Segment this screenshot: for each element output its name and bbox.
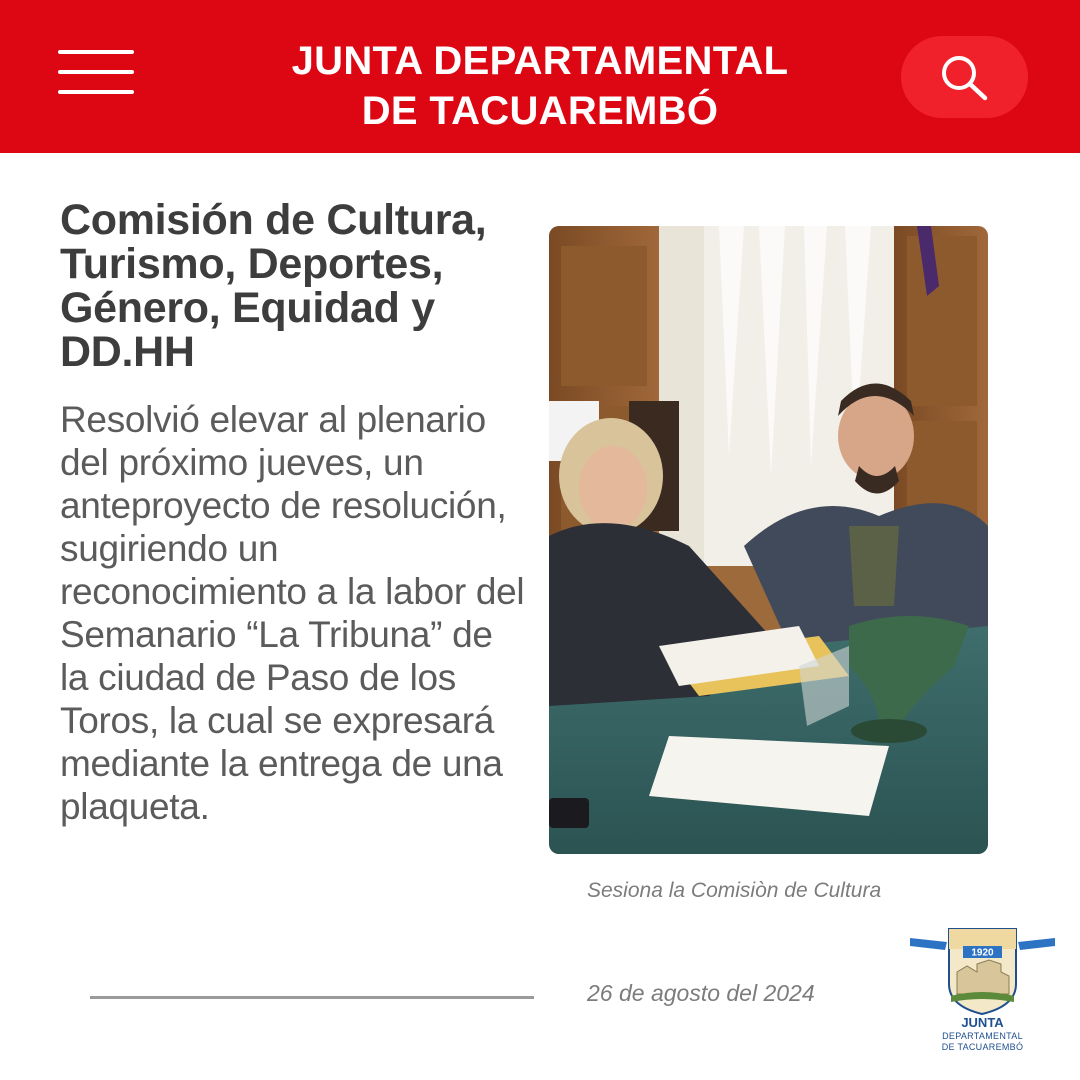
photo-caption: Sesiona la Comisiòn de Cultura [587, 879, 882, 902]
search-button[interactable] [901, 36, 1028, 118]
hamburger-menu-icon[interactable] [58, 48, 136, 98]
logo-name-line2 [905, 1031, 1060, 1053]
junta-logo [905, 924, 1060, 1060]
article-title: Comisión de Cultura, Turismo, Deportes, Género, Equidad y DD.HH [60, 196, 487, 376]
article-body: Resolvió elevar al plenario del próximo jueves, un anteproyecto de resolución, sugiriendo un reconocimiento a la labor del Semanario “La Tribuna” de la ciudad de Paso de los Toros, la cual se expresará mediante la entrega de una plaqueta. [60, 399, 525, 827]
top-header-bar [0, 0, 1080, 153]
search-icon [938, 52, 990, 102]
site-title [220, 36, 860, 136]
divider-line [90, 996, 534, 999]
logo-name-line1: JUNTA [961, 1015, 1004, 1030]
logo-name-departamental: DEPARTAMENTAL [942, 1031, 1023, 1041]
publish-date: 26 de agosto del 2024 [587, 980, 815, 1006]
logo-year: 1920 [971, 947, 994, 959]
site-title-line2: DE TACUAREMBÓ [361, 89, 719, 133]
site-title-line1: JUNTA DEPARTAMENTAL [291, 39, 789, 83]
meeting-photo [549, 226, 988, 854]
coat-of-arms-icon [905, 924, 1060, 1019]
logo-name-tacuarembo: DE TACUAREMBÓ [941, 1042, 1024, 1052]
